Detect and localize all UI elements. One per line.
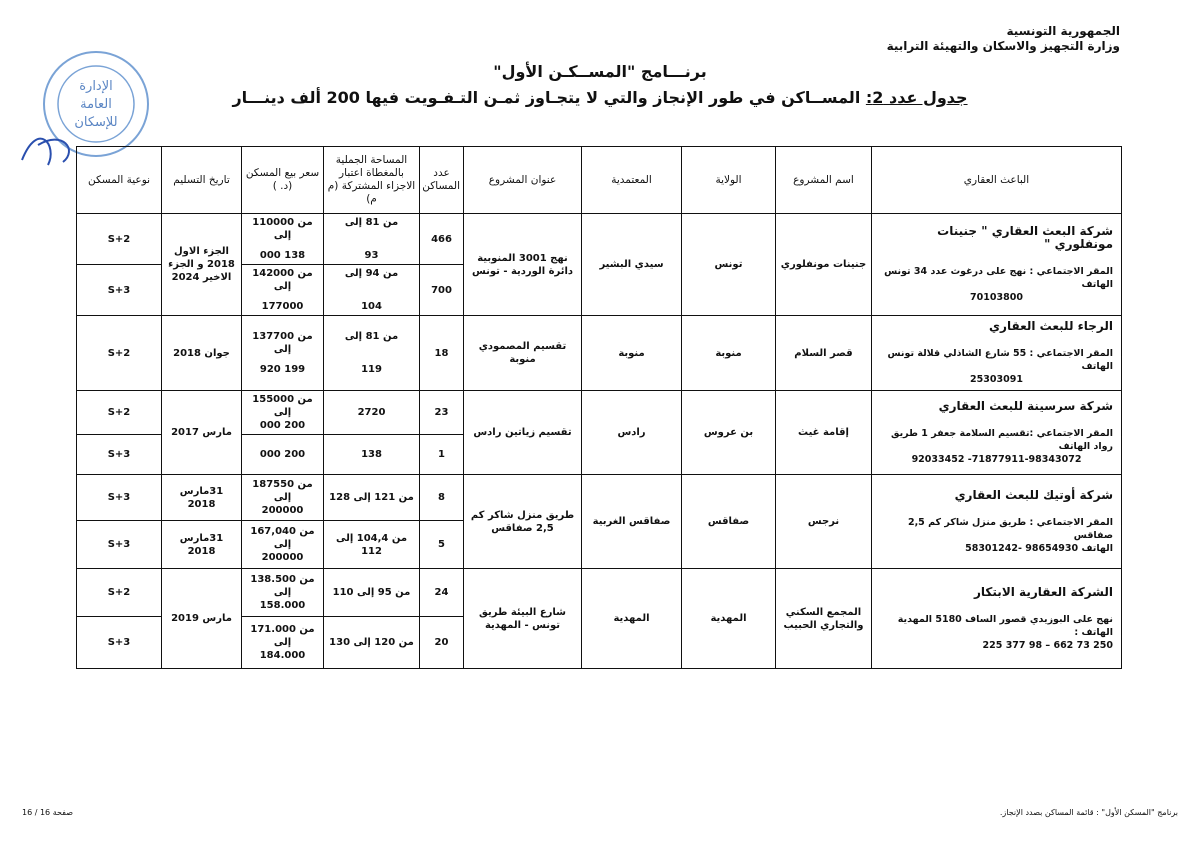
area-cell: 2720 [324,391,420,435]
wilaya: المهدية [682,569,776,669]
project-name: قصر السلام [776,316,872,391]
col-project-name: اسم المشروع [776,147,872,214]
area-cell [324,265,420,316]
price-from: من 110000 إلى [252,217,313,241]
price-cell [242,391,324,435]
ministry-header [887,24,1120,54]
price-to: 138 000 [259,250,306,261]
page-number: صفحة 16 / 16 [22,808,73,817]
price-cell [242,521,324,569]
price-to: 199 920 [259,364,306,375]
project-address: تقسيم المصمودي منوبة [464,316,582,391]
price-to: 200 000 [259,420,306,431]
project-address: طريق منزل شاكر كم 2,5 صفاقس [464,475,582,569]
header-row [77,147,1122,214]
delegation: المهدية [582,569,682,669]
promoter-cell [872,316,1122,391]
price-cell [242,316,324,391]
area-to: 104 [361,301,382,312]
col-promoter: الباعث العقاري [872,147,1122,214]
promoter-cell [872,214,1122,316]
housing-type: S+3 [77,435,162,475]
unit-count: 5 [420,521,464,569]
promoter-cell [872,569,1122,669]
table-row [77,316,1122,391]
seal-text-2: العامة [80,97,112,112]
area-from: من 94 إلى [344,268,399,279]
wilaya: منوبة [682,316,776,391]
delivery-date: 31مارس 2018 [162,521,242,569]
unit-count: 466 [420,214,464,265]
promoter-phone: 71877911-98343072- 92033452 [911,453,1082,465]
area-cell: من 121 إلى 128 [324,475,420,521]
price-to: 200000 [261,505,304,516]
price-to: 200000 [261,552,304,563]
republic-line: الجمهورية التونسية [1006,24,1120,38]
area-cell [324,316,420,391]
delegation: صفاقس الغربية [582,475,682,569]
wilaya: تونس [682,214,776,316]
housing-type: S+2 [77,316,162,391]
price-from: من 137700 إلى [252,331,313,355]
delegation: رادس [582,391,682,475]
col-delegation: المعتمدية [582,147,682,214]
seal-text-3: للإسكان [74,115,118,130]
promoter-phone: 250 73 662 – 98 377 225 [982,639,1113,651]
col-address: عنوان المشروع [464,147,582,214]
promoter-cell [872,475,1122,569]
price-cell: 200 000 [242,435,324,475]
project-address: شارع البيئة طريق تونس - المهدية [464,569,582,669]
project-name: جنينات مونفلوري [776,214,872,316]
footer-caption: برنامج "المسكن الأول" : قائمة المساكن بصدد الإنجاز. [999,808,1178,817]
housing-type: S+2 [77,569,162,617]
unit-count: 24 [420,569,464,617]
table-row [77,214,1122,265]
promoter-phone: 70103800 [970,292,1023,303]
price-cell [242,569,324,617]
unit-count: 20 [420,617,464,669]
promoter-name: الشركة العقارية الابتكار [974,584,1113,599]
seal-text-1: الإدارة [79,79,113,94]
project-address: تقسيم زياتين رادس [464,391,582,475]
price-from: من 187550 إلى [252,479,313,503]
housing-table [76,146,1122,669]
promoter-address: نهج على البوزيدي قصور الساف 5180 المهدية الهاتف : [897,613,1113,638]
wilaya: صفاقس [682,475,776,569]
promoter-address: المقر الاجتماعي : 55 شارع الشاذلي قلالة تونس الهاتف [887,348,1113,372]
project-name: نرجس [776,475,872,569]
promoter-address: المقر الاجتماعي : طريق منزل شاكر كم 2,5 صفاقس [907,516,1113,541]
project-address: نهج 3001 المنوبية دائرة الوردية - تونس [464,214,582,316]
housing-type: S+2 [77,391,162,435]
promoter-name: شركة أوتيك للبعث العقاري [954,487,1113,502]
table-row [77,391,1122,435]
program-title: برنـــامج "المســكـن الأول" [493,62,707,81]
delegation: منوبة [582,316,682,391]
promoter-name: شركة البعث العقاري " جنينات مونفلوري " [937,224,1113,251]
area-cell: 138 [324,435,420,475]
price-from: من 155000 إلى [252,394,313,418]
price-cell [242,617,324,669]
price-to: 184.000 [259,650,306,661]
unit-count: 8 [420,475,464,521]
area-to: 119 [361,364,382,375]
price-cell [242,265,324,316]
project-name: إقامة غيث [776,391,872,475]
promoter-phone: الهاتف 98654930 -58301242 [965,542,1113,554]
delivery-date: 31مارس 2018 [162,475,242,521]
area-cell [324,214,420,265]
price-from: من 142000 إلى [252,268,313,292]
housing-type: S+3 [77,521,162,569]
col-wilaya: الولاية [682,147,776,214]
promoter-cell [872,391,1122,475]
price-from: من 167,040 إلى [250,526,315,550]
price-to: 158.000 [259,600,306,611]
unit-count: 23 [420,391,464,435]
ministry-line: وزارة التجهيز والاسكان والتهيئة الترابية [886,39,1120,53]
area-cell: من 120 إلى 130 [324,617,420,669]
col-count: عدد المساكن [420,147,464,214]
unit-count: 18 [420,316,464,391]
delegation: سيدي البشير [582,214,682,316]
delivery-date: مارس 2017 [162,391,242,475]
col-area: المساحة الجملية بالمغطاة اعتبار الاجزاء المشتركة (م م) [324,147,420,214]
unit-count: 700 [420,265,464,316]
housing-type: S+3 [77,265,162,316]
col-price: سعر بيع المسكن (د. ) [242,147,324,214]
price-cell [242,214,324,265]
unit-count: 1 [420,435,464,475]
housing-type: S+3 [77,475,162,521]
table-row [77,569,1122,617]
table-title [0,88,1200,107]
col-type: نوعية المسكن [77,147,162,214]
promoter-name: الرجاء للبعث العقاري [989,319,1113,333]
project-name: المجمع السكني والتجاري الحبيب [776,569,872,669]
price-to: 177000 [261,301,304,312]
price-from: من 171.000 إلى [250,624,315,648]
area-from: من 81 إلى [344,217,399,228]
area-cell: من 95 إلى 110 [324,569,420,617]
promoter-phone: 25303091 [970,374,1023,385]
promoter-name: شركة سرسينة للبعث العقاري [938,398,1113,413]
delivery-date: جوان 2018 [162,316,242,391]
price-from: من 138.500 إلى [250,574,315,598]
area-cell: من 104,4 إلى 112 [324,521,420,569]
promoter-address: المقر الاجتماعي :تقسيم السلامة جعفر 1 طريق رواد الهاتف [891,427,1113,452]
housing-type: S+2 [77,214,162,265]
area-from: من 81 إلى [344,331,399,342]
housing-type: S+3 [77,617,162,669]
table-title-prefix: جدول عدد 2: [865,88,968,107]
col-delivery: تاريخ التسليم [162,147,242,214]
area-to: 93 [364,250,379,261]
promoter-address: المقر الاجتماعي : نهج على درغوث عدد 34 تونس الهاتف [884,266,1113,290]
delivery-date: مارس 2019 [162,569,242,669]
table-title-desc: المســاكن في طور الإنجاز والتي لا يتجـاوز ثمـن التـفـويت فيها 200 ألف دينـــار [232,88,866,107]
wilaya: بن عروس [682,391,776,475]
delivery-date: الجزء الاول 2018 و الجزء الاخير 2024 [162,214,242,316]
price-cell [242,475,324,521]
table-row [77,475,1122,521]
